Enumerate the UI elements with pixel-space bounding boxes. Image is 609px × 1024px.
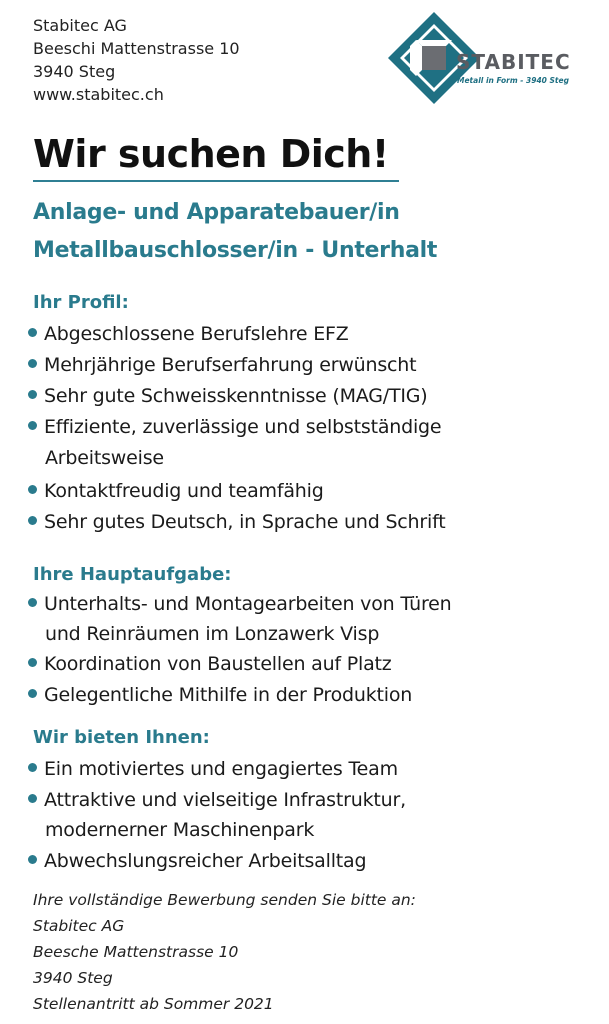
list-item: Sehr gutes Deutsch, in Sprache und Schrift — [28, 507, 445, 538]
list-item-continuation: und Reinräumen im Lonzawerk Visp — [45, 623, 380, 645]
bullet-icon — [28, 689, 37, 698]
headline: Wir suchen Dich! — [33, 132, 389, 176]
bullet-icon — [28, 359, 37, 368]
list-item-continuation: modernerner Maschinenpark — [45, 819, 315, 841]
tasks-heading: Ihre Hauptaufgabe: — [33, 564, 232, 585]
application-street: Beesche Mattenstrasse 10 — [33, 943, 239, 961]
bullet-icon — [28, 328, 37, 337]
bullet-icon — [28, 516, 37, 525]
list-item: Unterhalts- und Montagearbeiten von Türen — [28, 589, 451, 620]
list-item: Sehr gute Schweisskenntnisse (MAG/TIG) — [28, 381, 428, 412]
list-item: Abgeschlossene Berufslehre EFZ — [28, 319, 349, 350]
logo-name: STABITEC — [456, 50, 571, 74]
bullet-icon — [28, 390, 37, 399]
application-name: Stabitec AG — [33, 917, 125, 935]
bullet-icon — [28, 794, 37, 803]
list-item: Gelegentliche Mithilfe in der Produktion — [28, 680, 412, 711]
company-city: 3940 Steg — [33, 62, 116, 81]
stabitec-logo — [386, 10, 586, 110]
list-item: Koordination von Baustellen auf Platz — [28, 649, 392, 680]
job-title: Metallbauschlosser/in - Unterhalt — [33, 238, 438, 263]
company-address — [33, 14, 240, 106]
company-website: www.stabitec.ch — [33, 85, 164, 104]
list-item-continuation: Arbeitsweise — [45, 447, 164, 469]
list-item: Ein motiviertes und engagiertes Team — [28, 754, 398, 785]
bullet-icon — [28, 658, 37, 667]
offer-heading: Wir bieten Ihnen: — [33, 727, 210, 748]
company-street: Beeschi Mattenstrasse 10 — [33, 39, 240, 58]
headline-underline — [33, 180, 399, 182]
profile-heading: Ihr Profil: — [33, 292, 129, 313]
job-title: Anlage- und Apparatebauer/in — [33, 200, 400, 225]
bullet-icon — [28, 485, 37, 494]
application-city: 3940 Steg — [33, 969, 113, 987]
logo-tagline: Metall in Form - 3940 Steg — [457, 76, 569, 85]
company-name: Stabitec AG — [33, 16, 127, 35]
bullet-icon — [28, 855, 37, 864]
application-intro: Ihre vollständige Bewerbung senden Sie bitte an: — [33, 891, 416, 909]
list-item: Kontaktfreudig und teamfähig — [28, 476, 324, 507]
application-start: Stellenantritt ab Sommer 2021 — [33, 995, 274, 1013]
list-item: Effiziente, zuverlässige und selbstständige — [28, 412, 441, 443]
list-item: Attraktive und vielseitige Infrastruktur, — [28, 785, 406, 816]
bullet-icon — [28, 598, 37, 607]
list-item: Mehrjährige Berufserfahrung erwünscht — [28, 350, 416, 381]
bullet-icon — [28, 763, 37, 772]
bullet-icon — [28, 421, 37, 430]
list-item: Abwechslungsreicher Arbeitsalltag — [28, 846, 366, 877]
application-info — [33, 887, 416, 1017]
